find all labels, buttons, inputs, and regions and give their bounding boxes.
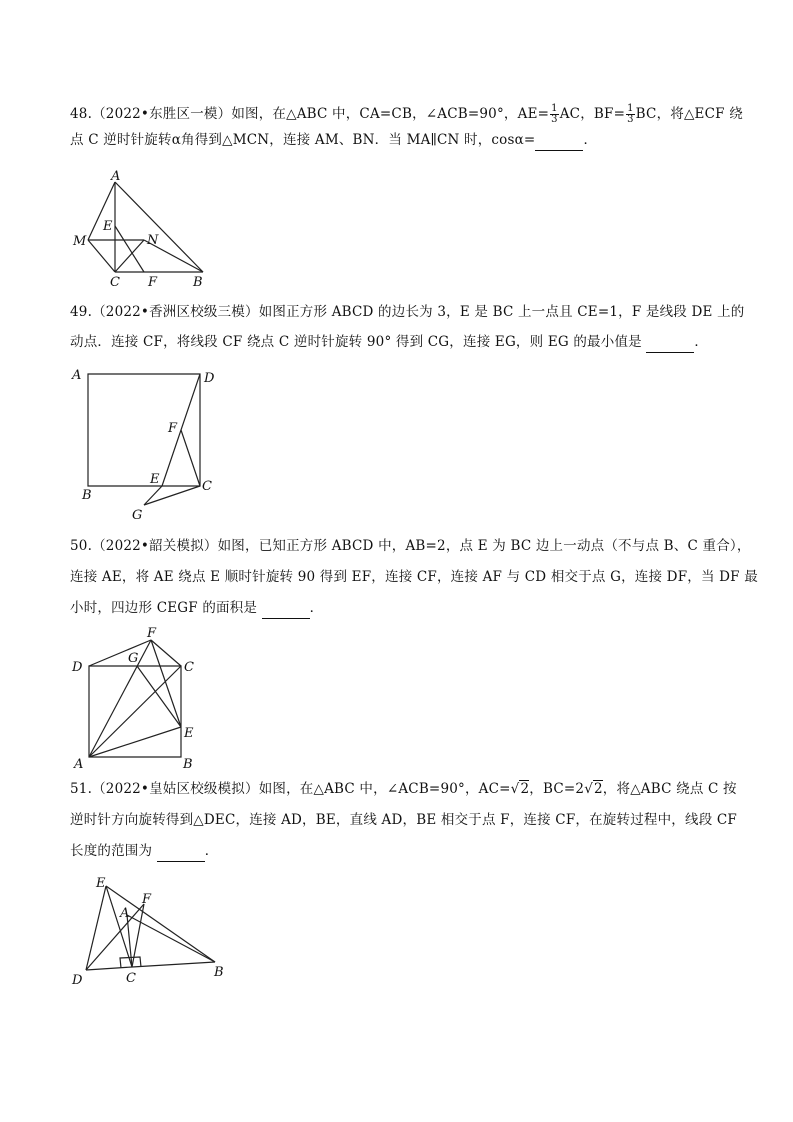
label-F: F bbox=[148, 275, 158, 290]
label-G: G bbox=[132, 508, 143, 523]
problem-50-line-3: 小时，四边形 CEGF 的面积是 ． bbox=[70, 598, 730, 619]
problem-source: （2022•香洲区校级三模） bbox=[92, 304, 259, 320]
label-A: A bbox=[74, 757, 84, 772]
answer-blank[interactable] bbox=[646, 332, 694, 353]
label-B: B bbox=[82, 488, 92, 503]
label-D: D bbox=[204, 371, 215, 386]
problem-50-line-1: 50.（2022•韶关模拟）如图，已知正方形 ABCD 中，AB=2，点 E 为 BC 边上一动点（不与点 B、C 重合）， bbox=[70, 538, 751, 554]
label-E: E bbox=[150, 472, 160, 487]
figure-48 bbox=[68, 168, 218, 290]
segment-EG bbox=[137, 666, 181, 727]
label-B: B bbox=[183, 757, 193, 772]
label-D: D bbox=[72, 660, 83, 675]
label-N: N bbox=[147, 233, 159, 248]
sqrt-expression: √2 bbox=[584, 781, 603, 797]
label-A: A bbox=[111, 169, 121, 184]
sqrt-expression: √2 bbox=[510, 781, 530, 797]
answer-blank[interactable] bbox=[535, 130, 583, 151]
segment-CN bbox=[115, 240, 144, 272]
segment-DF bbox=[89, 640, 151, 666]
segment-AC bbox=[89, 666, 181, 757]
label-C: C bbox=[184, 660, 194, 675]
label-E: E bbox=[184, 726, 194, 741]
problem-49 bbox=[70, 302, 745, 353]
problem-49-line-2: 动点．连接 CF，将线段 CF 绕点 C 逆时针旋转 90° 得到 CG，连接 EG，则 EG 的最小值是 ． bbox=[70, 332, 730, 353]
problem-51-line-2: 逆时针方向旋转得到△DEC，连接 AD，BE，直线 AD，BE 相交于点 F，连接 CF，在旋转过程中，线段 CF bbox=[70, 812, 737, 828]
problem-48-line-1: 48.（2022•东胜区一模）如图，在△ABC 中，CA=CB，∠ACB=90°，AE= $\frac{1}{3}$ AC，BF= $\frac{1}{3}$ BC，将△ECF 绕 bbox=[70, 103, 743, 125]
segment-FC bbox=[181, 430, 200, 486]
fraction-one-third: $\frac{1}{3}$ bbox=[551, 103, 558, 125]
label-M: M bbox=[73, 234, 87, 249]
segment-EB bbox=[106, 886, 215, 962]
square-ABCD bbox=[88, 374, 200, 486]
problem-number: 50. bbox=[70, 538, 93, 554]
problem-48 bbox=[70, 103, 743, 151]
label-A: A bbox=[120, 906, 130, 921]
label-E: E bbox=[96, 876, 106, 891]
problem-source: （2022•韶关模拟） bbox=[92, 538, 218, 554]
segment-EF bbox=[115, 226, 144, 272]
label-C: C bbox=[110, 275, 120, 290]
segment-MC bbox=[88, 240, 115, 272]
problem-51-line-1: 51.（2022•皇姑区校级模拟）如图，在△ABC 中，∠ACB=90°，AC=√2，BC=2√2，将△ABC 绕点 C 按 bbox=[70, 781, 737, 797]
label-C: C bbox=[202, 479, 212, 494]
figure-51 bbox=[68, 872, 238, 990]
label-F: F bbox=[147, 626, 157, 641]
label-A: A bbox=[72, 368, 82, 383]
label-F: F bbox=[168, 421, 178, 436]
problem-number: 48. bbox=[70, 106, 93, 122]
answer-blank[interactable] bbox=[262, 598, 310, 619]
label-C: C bbox=[126, 971, 136, 986]
label-F: F bbox=[142, 892, 152, 907]
label-D: D bbox=[72, 973, 83, 988]
problem-51-line-3: 长度的范围为 ． bbox=[70, 841, 730, 862]
figure-50 bbox=[68, 624, 208, 772]
problem-number: 49. bbox=[70, 304, 93, 320]
problem-49-line-1: 49.（2022•香洲区校级三模）如图正方形 ABCD 的边长为 3，E 是 BC 上一点且 CE=1，F 是线段 DE 上的 bbox=[70, 304, 745, 320]
figure-49 bbox=[68, 364, 228, 522]
label-E: E bbox=[103, 219, 113, 234]
label-G: G bbox=[128, 651, 139, 666]
problem-50 bbox=[70, 536, 758, 619]
segment-AB bbox=[115, 182, 203, 272]
segment-CB bbox=[132, 962, 215, 967]
problem-source: （2022•东胜区一模） bbox=[92, 106, 232, 122]
problem-48-line-2: 点 C 逆时针旋转α角得到△MCN，连接 AM、BN．当 MA∥CN 时，cosα= ． bbox=[70, 130, 730, 151]
answer-blank[interactable] bbox=[157, 841, 205, 862]
problem-source: （2022•皇姑区校级模拟） bbox=[92, 781, 259, 797]
segment-DC bbox=[86, 967, 132, 970]
problem-number: 51. bbox=[70, 781, 93, 797]
problem-50-line-2: 连接 AE，将 AE 绕点 E 顺时针旋转 90 得到 EF，连接 CF，连接 AF 与 CD 相交于点 G，连接 DF，当 DF 最 bbox=[70, 569, 758, 585]
fraction-one-third: $\frac{1}{3}$ bbox=[627, 103, 634, 125]
label-B: B bbox=[193, 275, 203, 290]
label-B: B bbox=[214, 965, 224, 980]
segment-ED bbox=[86, 886, 106, 970]
problem-51 bbox=[70, 779, 737, 862]
